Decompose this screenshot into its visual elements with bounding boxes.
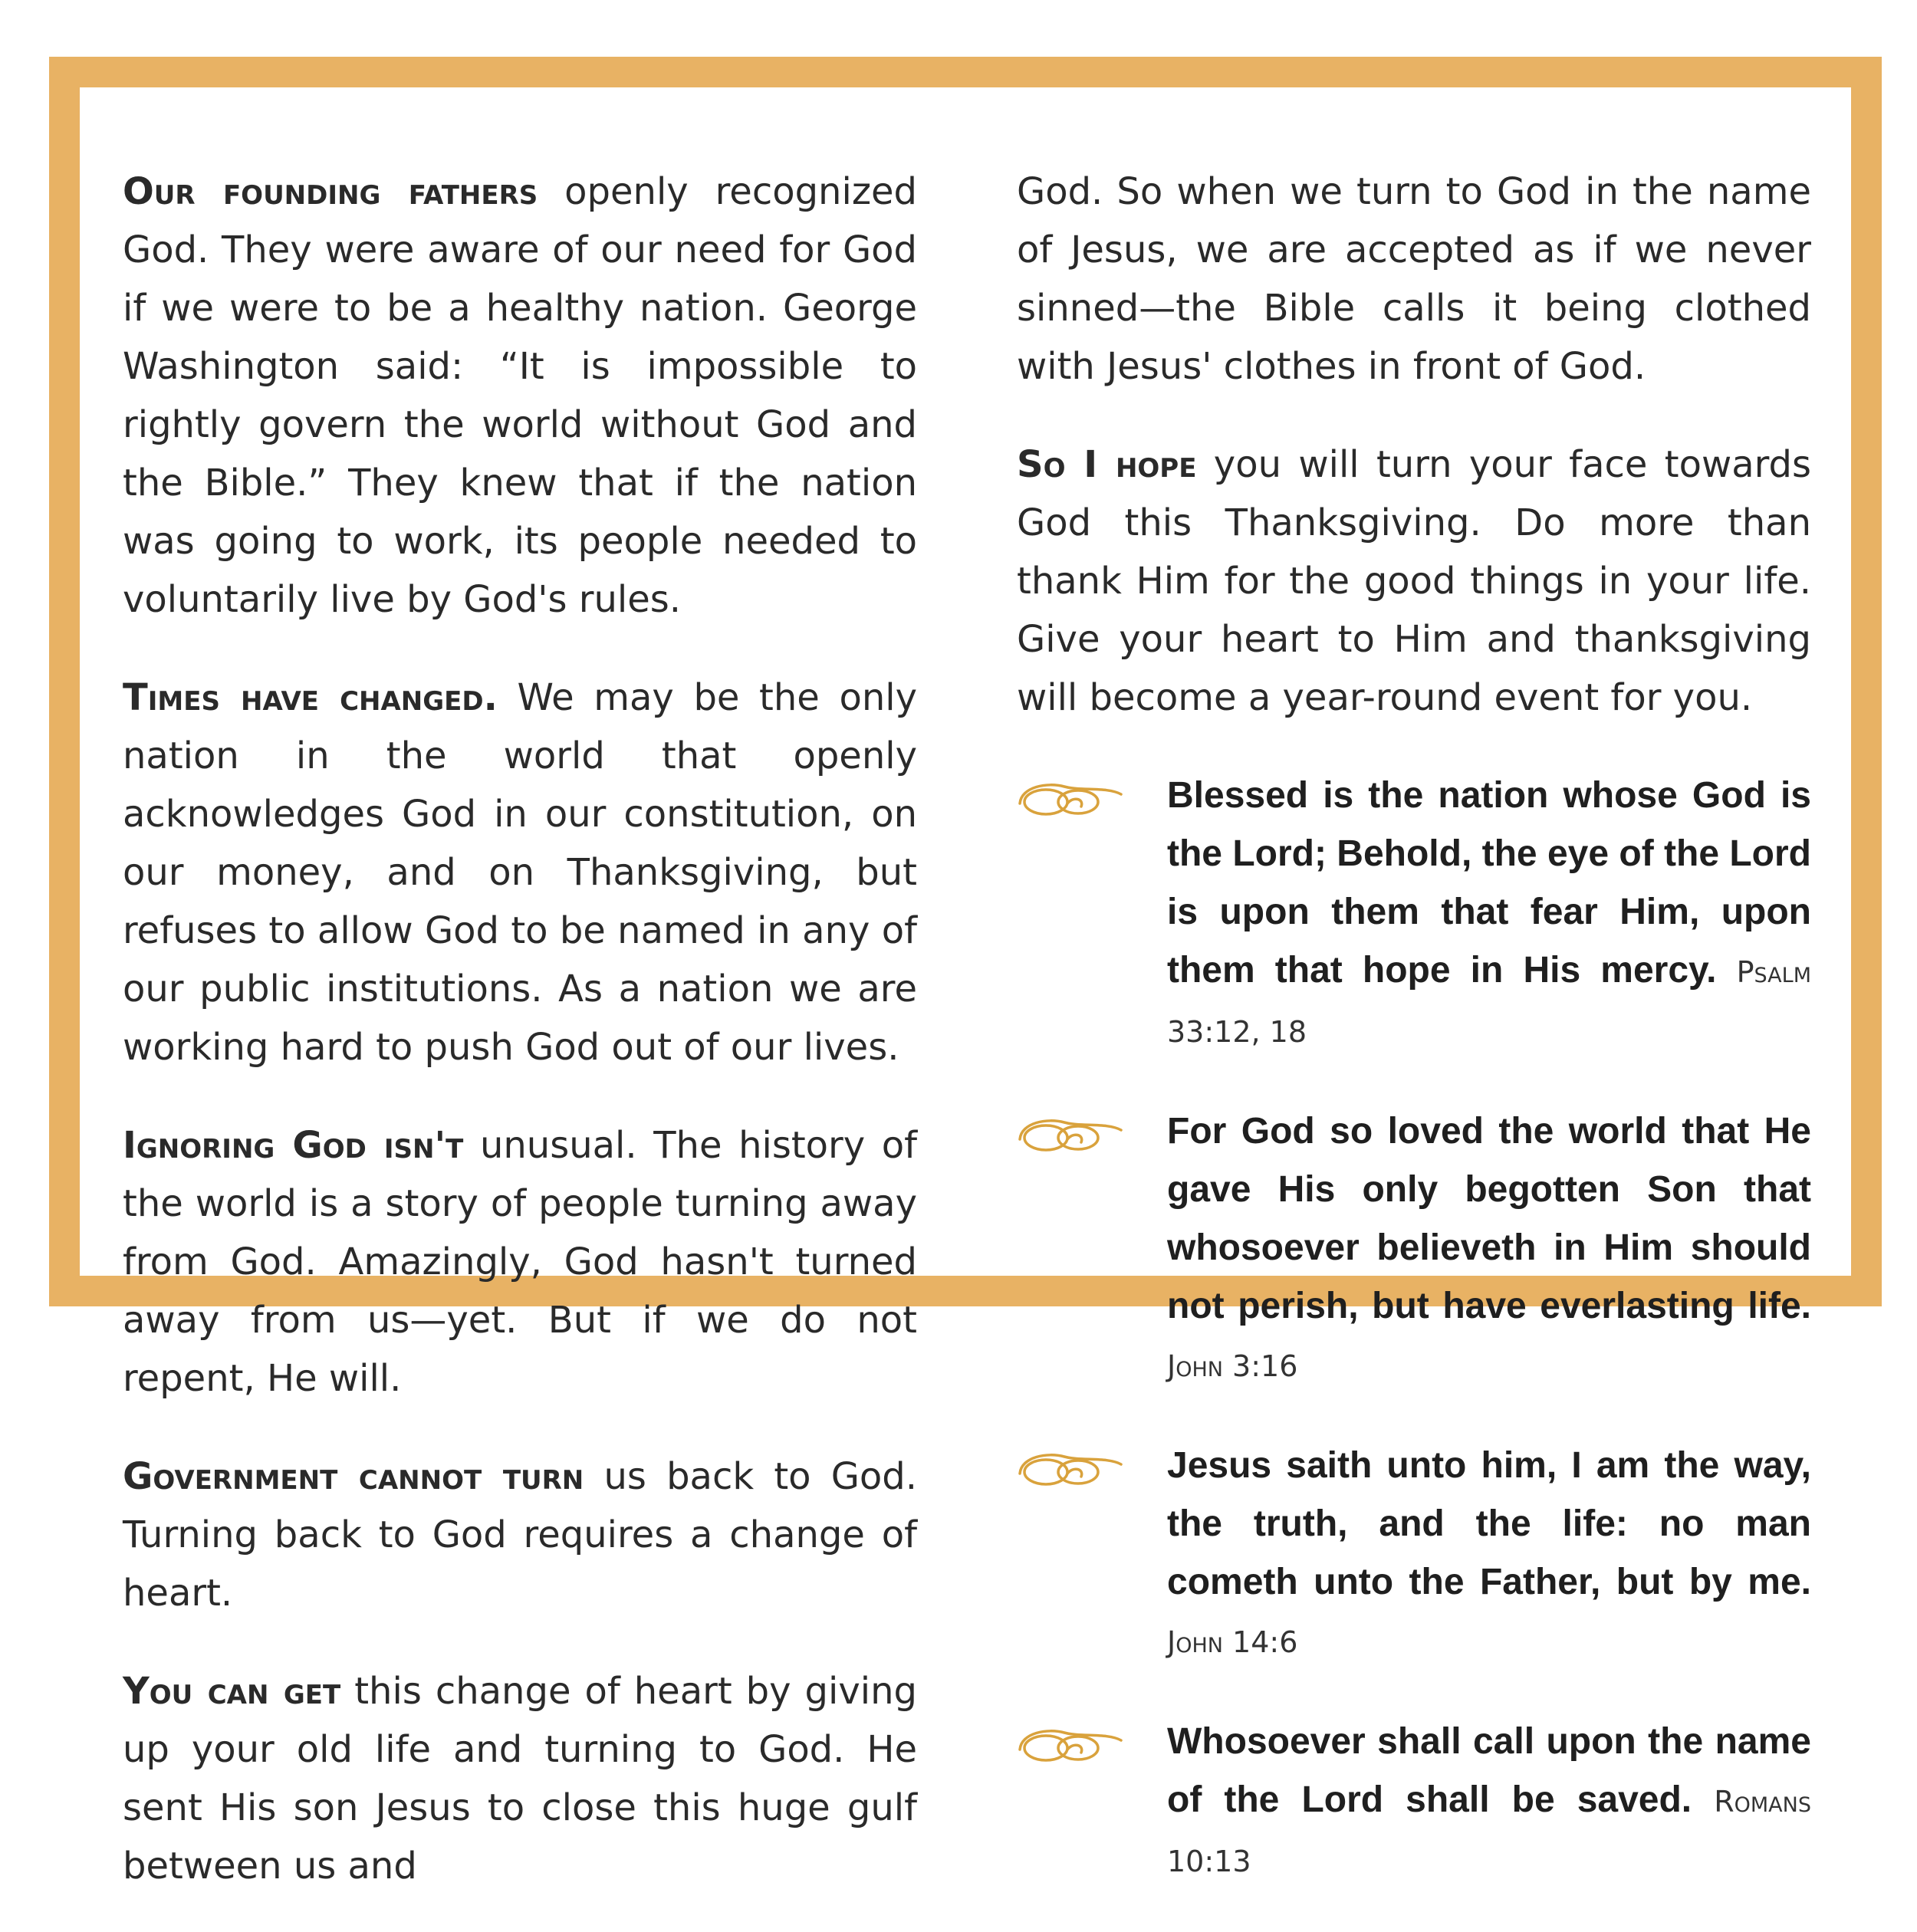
verse-body: For God so loved the world that He gave His only begotten Son that whosoever believeth in Him should not perish, but have everlasting life. bbox=[1167, 1111, 1811, 1326]
lead-in: So I hope bbox=[1017, 443, 1197, 486]
lead-in: Government cannot turn bbox=[123, 1455, 584, 1498]
lead-in: You can get bbox=[123, 1670, 341, 1713]
verse-romans bbox=[1017, 1713, 1811, 1891]
lead-in: Ignoring God isn't bbox=[123, 1124, 464, 1167]
left-column bbox=[123, 163, 917, 1895]
scroll-ornament-icon bbox=[1017, 1446, 1124, 1489]
verse-text bbox=[1167, 1713, 1811, 1891]
scroll-ornament-icon bbox=[1017, 1722, 1124, 1765]
paragraph-government bbox=[123, 1447, 917, 1622]
paragraph-text: unusual. The history of the world is a story of people turning away from God. Amazingly, God hasn't turned away from us—yet. But if we do not repent, He will. bbox=[123, 1124, 917, 1400]
paragraph-closing bbox=[1017, 435, 1811, 727]
verse-body: Blessed is the nation whose God is the Lord; Behold, the eye of the Lord is upon them that fear Him, upon them that hope in His mercy. bbox=[1167, 775, 1811, 991]
verse-psalm bbox=[1017, 767, 1811, 1061]
paragraph-founding-fathers bbox=[123, 163, 917, 629]
verse-text bbox=[1167, 1102, 1811, 1395]
verse-john-3-16 bbox=[1017, 1102, 1811, 1395]
verse-body: Whosoever shall call upon the name of the Lord shall be saved. bbox=[1167, 1721, 1811, 1820]
verse-reference: Psalm 33:12, 18 bbox=[1167, 955, 1811, 1049]
verse-text bbox=[1167, 767, 1811, 1061]
verse-reference: John 14:6 bbox=[1167, 1625, 1298, 1659]
verse-reference: John 3:16 bbox=[1167, 1349, 1298, 1383]
verse-reference: Romans 10:13 bbox=[1167, 1785, 1811, 1878]
paragraph-change-of-heart bbox=[123, 1662, 917, 1895]
verse-body: Jesus saith unto him, I am the way, the truth, and the life: no man cometh unto the Father, but by me. bbox=[1167, 1445, 1811, 1602]
scroll-ornament-icon bbox=[1017, 1112, 1124, 1155]
paragraph-ignoring-god bbox=[123, 1116, 917, 1408]
paragraph-text: you will turn your face towards God this Thanksgiving. Do more than thank Him for the good things in your life. Give your heart to Him and thanksgiving will become a year-round event for you. bbox=[1017, 443, 1811, 719]
right-column bbox=[1017, 163, 1811, 1932]
paragraph-text: openly recognized God. They were aware of our need for God if we were to be a healthy nation. George Washington said: “It is impossible to rightly govern the world without God and the Bible.” They knew that if the nation was going to work, its people needed to voluntarily live by God's rules. bbox=[123, 170, 918, 621]
lead-in: Our founding fathers bbox=[123, 170, 538, 213]
paragraph-times-changed bbox=[123, 669, 917, 1076]
verse-text bbox=[1167, 1437, 1811, 1671]
page-frame bbox=[49, 57, 1882, 1888]
paragraph-text: us back to God. Turning back to God requires a change of heart. bbox=[123, 1455, 917, 1615]
lead-in: Times have changed. bbox=[123, 676, 498, 719]
paragraph-text: this change of heart by giving up your old life and turning to God. He sent His son Jesus to close this huge gulf between us and bbox=[123, 1670, 917, 1888]
paragraph-text: We may be the only nation in the world that openly acknowledges God in our constitution, on our money, and on Thanksgiving, but refuses to allow God to be named in any of our public institutions. As a nation we are working hard to push God out of our lives. bbox=[123, 676, 917, 1069]
paragraph-continuation: God. So when we turn to God in the name of Jesus, we are accepted as if we never sinned—the Bible calls it being clothed with Jesus' clothes in front of God. bbox=[1017, 170, 1811, 388]
scroll-ornament-icon bbox=[1017, 776, 1124, 819]
verse-john-14-6 bbox=[1017, 1437, 1811, 1671]
